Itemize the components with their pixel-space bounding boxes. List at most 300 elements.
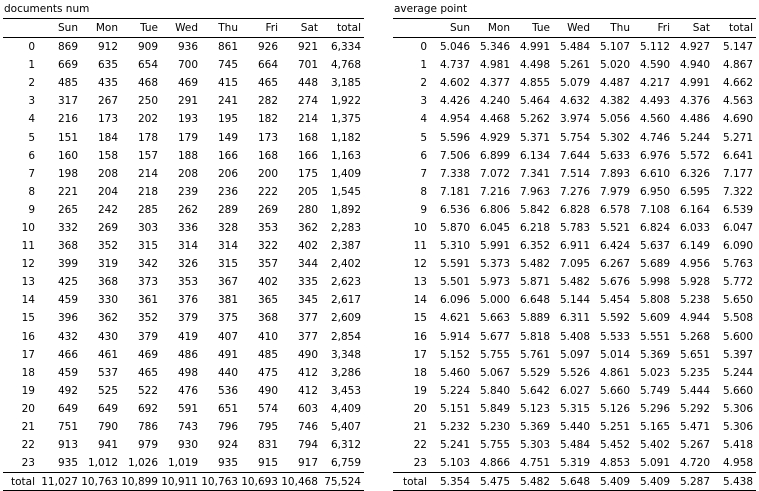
average-point-cell: 4.853	[599, 457, 630, 470]
average-point-column-header: total	[713, 19, 756, 38]
average-point-cell: 5.020	[599, 59, 630, 72]
documents-num-column-header: Tue	[121, 19, 161, 38]
documents-num-cell: 221	[57, 185, 78, 198]
average-point-cell: 6.047	[722, 221, 753, 234]
documents-num-cell: 269	[257, 203, 278, 216]
average-point-cell: 5.444	[679, 384, 710, 397]
average-point-hour-label: 22	[413, 439, 427, 452]
documents-num-cell: 461	[97, 348, 118, 361]
documents-num-hour-label: 17	[21, 348, 35, 361]
average-point-cell: 4.720	[679, 457, 710, 470]
documents-num-cell: 402	[257, 276, 278, 289]
average-point-cell: 5.397	[722, 348, 753, 361]
documents-num-cell: 222	[257, 185, 278, 198]
documents-num-cell: 4,409	[330, 402, 361, 415]
average-point-hour-label: 19	[413, 384, 427, 397]
average-point-cell: 5.292	[679, 402, 710, 415]
average-point-cell: 6.641	[722, 149, 753, 162]
documents-num-cell: 202	[137, 113, 158, 126]
documents-num-cell: 1,012	[87, 457, 118, 470]
average-point-cell: 6.976	[639, 149, 670, 162]
documents-num-cell: 198	[57, 167, 78, 180]
average-point-cell: 5.147	[722, 41, 753, 54]
average-point-table-row	[393, 400, 756, 418]
documents-num-table-row	[3, 436, 364, 454]
average-point-hour-label: 23	[413, 457, 427, 470]
average-point-cell: 5.014	[599, 348, 630, 361]
average-point-cell: 4.991	[519, 41, 550, 54]
average-point-hour-label: 21	[413, 421, 427, 434]
documents-num-cell: 158	[97, 149, 118, 162]
documents-num-cell: 492	[57, 384, 78, 397]
average-point-cell: 4.590	[639, 59, 670, 72]
documents-num-table-row	[3, 328, 364, 346]
average-point-cell: 5.754	[559, 131, 590, 144]
average-point-cell: 5.310	[439, 240, 470, 253]
average-point-cell: 4.751	[519, 457, 550, 470]
documents-num-cell: 522	[137, 384, 158, 397]
documents-num-cell: 591	[177, 402, 198, 415]
average-point-cell: 5.306	[722, 421, 753, 434]
documents-num-cell: 664	[257, 59, 278, 72]
documents-num-cell: 367	[217, 276, 238, 289]
average-point-hour-label: 8	[420, 185, 427, 198]
average-point-cell: 5.296	[639, 402, 670, 415]
average-point-cell: 4.940	[679, 59, 710, 72]
documents-num-table-row	[3, 147, 364, 165]
documents-num-table-row	[3, 255, 364, 273]
documents-num-cell: 368	[97, 276, 118, 289]
documents-num-cell: 214	[297, 113, 318, 126]
documents-num-cell: 1,375	[330, 113, 361, 126]
average-point-cell: 5.763	[722, 258, 753, 271]
average-point-column-header: Sun	[433, 19, 473, 38]
documents-num-cell: 173	[97, 113, 118, 126]
average-point-hour-label: 20	[413, 402, 427, 415]
documents-num-cell: 1,182	[330, 131, 361, 144]
average-point-cell: 5.107	[599, 41, 630, 54]
average-point-total-cell: 5.475	[473, 473, 513, 491]
average-point-cell: 4.486	[679, 113, 710, 126]
average-point-cell: 6.899	[479, 149, 510, 162]
average-point-cell: 5.371	[519, 131, 550, 144]
documents-num-cell: 352	[137, 312, 158, 325]
average-point-cell: 5.319	[559, 457, 590, 470]
documents-num-cell: 377	[297, 312, 318, 325]
documents-num-table-row	[3, 74, 364, 92]
documents-num-cell: 2,623	[330, 276, 361, 289]
documents-num-hour-label: 11	[21, 240, 35, 253]
documents-num-cell: 746	[297, 421, 318, 434]
documents-num-cell: 188	[177, 149, 198, 162]
average-point-cell: 4.468	[479, 113, 510, 126]
documents-num-cell: 1,545	[330, 185, 361, 198]
documents-num-cell: 2,617	[330, 294, 361, 307]
average-point-total-cell: 5.409	[633, 473, 673, 491]
average-point-cell: 6.539	[722, 203, 753, 216]
documents-num-total-cell: 10,763	[81, 473, 121, 491]
documents-num-total-cell: 10,911	[161, 473, 201, 491]
documents-num-cell: 373	[137, 276, 158, 289]
average-point-cell: 6.090	[722, 240, 753, 253]
documents-num-cell: 315	[137, 240, 158, 253]
documents-num-cell: 701	[297, 59, 318, 72]
average-point-cell: 5.651	[679, 348, 710, 361]
documents-num-title: documents num	[4, 3, 90, 15]
average-point-cell: 5.650	[722, 294, 753, 307]
documents-num-cell: 376	[177, 294, 198, 307]
average-point-cell: 5.262	[519, 113, 550, 126]
documents-num-hour-label: 8	[28, 185, 35, 198]
documents-num-header	[3, 19, 364, 38]
average-point-header	[393, 19, 756, 38]
average-point-cell: 4.690	[722, 113, 753, 126]
average-point-cell: 4.493	[639, 95, 670, 108]
documents-num-table-row	[3, 291, 364, 309]
average-point-table-row	[393, 382, 756, 400]
average-point-cell: 5.818	[519, 330, 550, 343]
average-point-cell: 4.563	[722, 95, 753, 108]
average-point-cell: 5.144	[559, 294, 590, 307]
average-point-cell: 5.991	[479, 240, 510, 253]
average-point-total-cell: 5.287	[673, 473, 713, 491]
average-point-cell: 6.950	[639, 185, 670, 198]
documents-num-cell: 921	[297, 41, 318, 54]
average-point-cell: 5.103	[439, 457, 470, 470]
documents-num-cell: 342	[137, 258, 158, 271]
documents-num-cell: 651	[217, 402, 238, 415]
average-point-cell: 5.501	[439, 276, 470, 289]
average-point-hour-label: 9	[420, 203, 427, 216]
documents-num-cell: 267	[97, 95, 118, 108]
documents-num-cell: 459	[57, 366, 78, 379]
documents-num-cell: 1,922	[330, 95, 361, 108]
average-point-cell: 5.126	[599, 402, 630, 415]
average-point-total-cell: 5.482	[513, 473, 553, 491]
documents-num-cell: 465	[137, 366, 158, 379]
average-point-table	[393, 18, 756, 491]
documents-num-cell: 265	[57, 203, 78, 216]
average-point-cell: 5.460	[439, 366, 470, 379]
average-point-cell: 6.352	[519, 240, 550, 253]
documents-num-cell: 1,409	[330, 167, 361, 180]
average-point-cell: 5.591	[439, 258, 470, 271]
average-point-cell: 6.424	[599, 240, 630, 253]
average-point-hour-label: 12	[413, 258, 427, 271]
documents-num-cell: 322	[257, 240, 278, 253]
average-point-cell: 5.232	[439, 421, 470, 434]
average-point-cell: 7.893	[599, 167, 630, 180]
documents-num-cell: 1,163	[330, 149, 361, 162]
average-point-cell: 7.338	[439, 167, 470, 180]
documents-num-total-cell: 10,763	[201, 473, 241, 491]
average-point-cell: 7.322	[722, 185, 753, 198]
average-point-cell: 6.311	[559, 312, 590, 325]
average-point-cell: 6.045	[479, 221, 510, 234]
average-point-table-row	[393, 328, 756, 346]
average-point-cell: 5.067	[479, 366, 510, 379]
average-point-cell: 7.181	[439, 185, 470, 198]
average-point-body	[393, 38, 756, 491]
documents-num-cell: 466	[57, 348, 78, 361]
average-point-cell: 5.452	[599, 439, 630, 452]
average-point-cell: 5.056	[599, 113, 630, 126]
documents-num-table-row	[3, 92, 364, 110]
documents-num-table-row	[3, 309, 364, 327]
average-point-cell: 5.046	[439, 41, 470, 54]
average-point-cell: 5.596	[439, 131, 470, 144]
documents-num-cell: 412	[297, 366, 318, 379]
average-point-table-row	[393, 309, 756, 327]
average-point-cell: 5.928	[679, 276, 710, 289]
documents-num-cell: 365	[257, 294, 278, 307]
average-point-cell: 6.149	[679, 240, 710, 253]
documents-num-cell: 1,892	[330, 203, 361, 216]
average-point-table-row	[393, 219, 756, 237]
documents-num-cell: 285	[137, 203, 158, 216]
documents-num-total-label: total	[3, 473, 41, 491]
documents-num-cell: 352	[97, 240, 118, 253]
documents-num-cell: 831	[257, 439, 278, 452]
documents-num-cell: 6,759	[330, 457, 361, 470]
documents-num-cell: 935	[217, 457, 238, 470]
documents-num-cell: 936	[177, 41, 198, 54]
documents-num-cell: 216	[57, 113, 78, 126]
documents-num-cell: 379	[177, 312, 198, 325]
average-point-table-row	[393, 92, 756, 110]
documents-num-cell: 206	[217, 167, 238, 180]
documents-num-cell: 353	[177, 276, 198, 289]
documents-num-cell: 362	[297, 221, 318, 234]
documents-num-cell: 3,348	[330, 348, 361, 361]
documents-num-table-row	[3, 183, 364, 201]
documents-num-cell: 328	[217, 221, 238, 234]
average-point-cell: 6.134	[519, 149, 550, 162]
documents-num-cell: 2,402	[330, 258, 361, 271]
average-point-cell: 5.600	[722, 330, 753, 343]
documents-num-cell: 1,026	[127, 457, 158, 470]
average-point-cell: 5.346	[479, 41, 510, 54]
average-point-header-row	[393, 19, 756, 38]
documents-num-cell: 700	[177, 59, 198, 72]
average-point-cell: 5.440	[559, 421, 590, 434]
documents-num-table-row	[3, 38, 364, 57]
average-point-cell: 5.464	[519, 95, 550, 108]
documents-num-cell: 160	[57, 149, 78, 162]
average-point-cell: 5.023	[639, 366, 670, 379]
documents-num-table-row	[3, 201, 364, 219]
documents-num-cell: 468	[137, 77, 158, 90]
documents-num-hour-label: 5	[28, 131, 35, 144]
documents-num-cell: 941	[97, 439, 118, 452]
average-point-panel	[393, 0, 756, 491]
documents-num-header-row	[3, 19, 364, 38]
documents-num-cell: 909	[137, 41, 158, 54]
average-point-cell: 5.482	[559, 276, 590, 289]
documents-num-table-row	[3, 237, 364, 255]
average-point-hour-label: 4	[420, 113, 427, 126]
average-point-cell: 6.648	[519, 294, 550, 307]
average-point-cell: 5.761	[519, 348, 550, 361]
documents-num-cell: 175	[297, 167, 318, 180]
documents-num-cell: 490	[257, 384, 278, 397]
average-point-cell: 7.979	[599, 185, 630, 198]
documents-num-table-row	[3, 219, 364, 237]
documents-num-cell: 448	[297, 77, 318, 90]
documents-num-hour-label: 7	[28, 167, 35, 180]
average-point-column-header: Thu	[593, 19, 633, 38]
documents-num-cell: 786	[137, 421, 158, 434]
documents-num-cell: 430	[97, 330, 118, 343]
average-point-hour-label: 18	[413, 366, 427, 379]
documents-num-cell: 368	[57, 240, 78, 253]
average-point-cell: 5.755	[479, 348, 510, 361]
average-point-cell: 7.514	[559, 167, 590, 180]
documents-num-table-row	[3, 273, 364, 291]
documents-num-cell: 379	[137, 330, 158, 343]
average-point-cell: 4.240	[479, 95, 510, 108]
documents-num-cell: 173	[257, 131, 278, 144]
average-point-cell: 5.000	[479, 294, 510, 307]
documents-num-column-header: Sun	[41, 19, 81, 38]
documents-num-cell: 361	[137, 294, 158, 307]
documents-num-column-header: Fri	[241, 19, 281, 38]
documents-num-cell: 654	[137, 59, 158, 72]
documents-num-hour-label: 21	[21, 421, 35, 434]
average-point-cell: 6.610	[639, 167, 670, 180]
average-point-column-header: Sat	[673, 19, 713, 38]
documents-num-cell: 861	[217, 41, 238, 54]
average-point-column-header: Fri	[633, 19, 673, 38]
documents-num-panel	[3, 0, 364, 491]
documents-num-cell: 200	[257, 167, 278, 180]
average-point-cell: 5.663	[479, 312, 510, 325]
average-point-cell: 5.551	[639, 330, 670, 343]
average-point-cell: 4.498	[519, 59, 550, 72]
documents-num-cell: 486	[177, 348, 198, 361]
documents-num-hour-label: 12	[21, 258, 35, 271]
documents-num-cell: 415	[217, 77, 238, 90]
average-point-cell: 5.772	[722, 276, 753, 289]
documents-num-hour-label: 10	[21, 221, 35, 234]
average-point-cell: 5.244	[679, 131, 710, 144]
documents-num-table	[3, 18, 364, 491]
average-point-cell: 5.152	[439, 348, 470, 361]
documents-num-cell: 751	[57, 421, 78, 434]
documents-num-cell: 930	[177, 439, 198, 452]
documents-num-column-header: Sat	[281, 19, 321, 38]
average-point-cell: 6.828	[559, 203, 590, 216]
documents-num-table-row	[3, 382, 364, 400]
documents-num-cell: 291	[177, 95, 198, 108]
average-point-hour-label: 6	[420, 149, 427, 162]
average-point-hour-label: 10	[413, 221, 427, 234]
average-point-cell: 5.689	[639, 258, 670, 271]
average-point-cell: 5.315	[559, 402, 590, 415]
average-point-cell: 5.454	[599, 294, 630, 307]
documents-num-cell: 179	[177, 131, 198, 144]
average-point-cell: 5.526	[559, 366, 590, 379]
average-point-cell: 5.849	[479, 402, 510, 415]
average-point-cell: 6.267	[599, 258, 630, 271]
average-point-cell: 4.866	[479, 457, 510, 470]
documents-num-cell: 475	[257, 366, 278, 379]
average-point-cell: 5.369	[519, 421, 550, 434]
documents-num-cell: 794	[297, 439, 318, 452]
documents-num-hour-label: 14	[21, 294, 35, 307]
average-point-column-header: Wed	[553, 19, 593, 38]
average-point-hour-label: 15	[413, 312, 427, 325]
average-point-cell: 5.244	[722, 366, 753, 379]
documents-num-hour-label: 9	[28, 203, 35, 216]
documents-num-cell: 262	[177, 203, 198, 216]
average-point-cell: 4.954	[439, 113, 470, 126]
documents-num-column-header: Mon	[81, 19, 121, 38]
documents-num-cell: 282	[257, 95, 278, 108]
average-point-cell: 5.533	[599, 330, 630, 343]
average-point-table-row	[393, 165, 756, 183]
documents-num-cell: 195	[217, 113, 238, 126]
documents-num-cell: 314	[177, 240, 198, 253]
documents-num-cell: 326	[177, 258, 198, 271]
average-point-cell: 4.746	[639, 131, 670, 144]
average-point-cell: 5.749	[639, 384, 670, 397]
average-point-cell: 6.326	[679, 167, 710, 180]
documents-num-cell: 3,453	[330, 384, 361, 397]
documents-num-cell: 335	[297, 276, 318, 289]
average-point-cell: 5.408	[559, 330, 590, 343]
documents-num-cell: 239	[177, 185, 198, 198]
documents-num-total-cell: 10,468	[281, 473, 321, 491]
average-point-cell: 5.914	[439, 330, 470, 343]
average-point-total-cell: 5.648	[553, 473, 593, 491]
average-point-column-header: Mon	[473, 19, 513, 38]
average-point-hour-label: 3	[420, 95, 427, 108]
average-point-table-row	[393, 56, 756, 74]
documents-num-cell: 193	[177, 113, 198, 126]
average-point-cell: 4.737	[439, 59, 470, 72]
average-point-cell: 5.484	[559, 41, 590, 54]
documents-num-cell: 485	[257, 348, 278, 361]
documents-num-cell: 432	[57, 330, 78, 343]
average-point-cell: 4.560	[639, 113, 670, 126]
documents-num-cell: 795	[257, 421, 278, 434]
average-point-cell: 5.151	[439, 402, 470, 415]
documents-num-cell: 362	[97, 312, 118, 325]
average-point-cell: 5.165	[639, 421, 670, 434]
documents-num-cell: 168	[297, 131, 318, 144]
documents-num-cell: 915	[257, 457, 278, 470]
documents-num-cell: 208	[177, 167, 198, 180]
documents-num-cell: 537	[97, 366, 118, 379]
documents-num-cell: 2,854	[330, 330, 361, 343]
average-point-cell: 7.341	[519, 167, 550, 180]
average-point-hour-label: 13	[413, 276, 427, 289]
documents-num-cell: 412	[297, 384, 318, 397]
documents-num-cell: 149	[217, 131, 238, 144]
documents-num-cell: 151	[57, 131, 78, 144]
average-point-cell: 5.261	[559, 59, 590, 72]
average-point-cell: 5.091	[639, 457, 670, 470]
documents-num-hour-label: 20	[21, 402, 35, 415]
documents-num-cell: 375	[217, 312, 238, 325]
documents-num-cell: 218	[137, 185, 158, 198]
documents-num-hour-label: 0	[28, 41, 35, 54]
average-point-table-row	[393, 273, 756, 291]
average-point-cell: 5.230	[479, 421, 510, 434]
documents-num-body	[3, 38, 364, 491]
average-point-cell: 7.177	[722, 167, 753, 180]
